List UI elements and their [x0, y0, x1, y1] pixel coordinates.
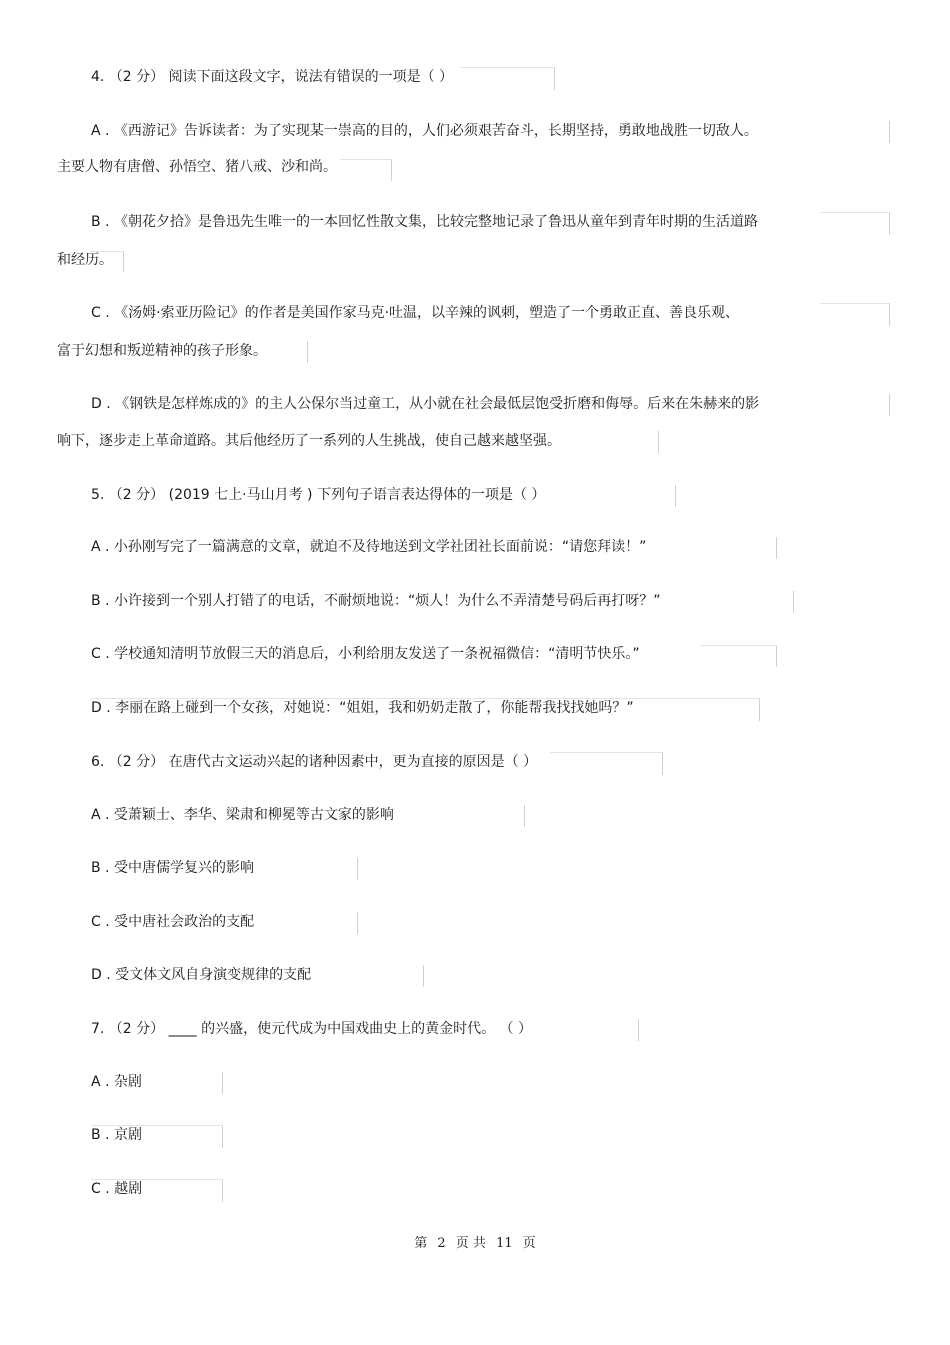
q4-option-d-line2: 响下，逐步走上革命道路。其后他经历了一系列的人生挑战，使自己越来越坚强。: [57, 433, 561, 449]
page-footer: [0, 1234, 950, 1254]
q5-option-c-box: [700, 645, 777, 667]
q4-option-c-box: [820, 303, 890, 326]
q4-option-d-box: [820, 394, 890, 416]
q4-option-a-box: [91, 121, 890, 143]
q4-option-d-tail-box: [620, 431, 659, 453]
q4-option-b-tail-box: [90, 251, 124, 272]
q6-option-b-box: [320, 858, 358, 880]
q7-option-c-box: [91, 1179, 223, 1202]
footer-prefix: 第: [414, 1236, 428, 1251]
q4-option-b-line2: 和经历。: [57, 252, 113, 268]
q5-option-c: C . 学校通知清明节放假三天的消息后，小利给朋友发送了一条祝福微信：“清明节快乐。”: [91, 646, 640, 662]
q5-option-d: D . 李丽在路上碰到一个女孩，对她说：“姐姐，我和奶奶走散了，你能帮我找找她吗？”: [91, 700, 634, 716]
q6-option-d-box: [380, 965, 424, 987]
q7-option-a: A . 杂剧: [91, 1074, 142, 1090]
q5-option-a: A . 小孙刚写完了一篇满意的文章，就迫不及待地送到文学社团社长面前说：“请您拜读！”: [91, 539, 647, 555]
q4-option-b-line1: B . 《朝花夕拾》是鲁迅先生唯一的一本回忆性散文集，比较完整地记录了鲁迅从童年到青年时期的生活道路: [91, 214, 758, 230]
footer-mid: 页 共: [455, 1236, 486, 1251]
q4-option-a-line1: A . 《西游记》告诉读者：为了实现某一崇高的目的，人们必须艰苦奋斗，长期坚持，勇敢地战胜一切敌人。: [91, 123, 758, 139]
q5-option-d-box: [91, 698, 760, 721]
q5-option-b: B . 小许接到一个别人打错了的电话，不耐烦地说：“烦人！为什么不弄清楚号码后再打呀？”: [91, 593, 661, 609]
q4-option-c-line2: 富于幻想和叛逆精神的孩子形象。: [57, 343, 267, 359]
q6-option-c: C . 受中唐社会政治的支配: [91, 914, 255, 930]
q6-option-a: A . 受萧颖士、李华、梁肃和柳冕等古文家的影响: [91, 807, 394, 823]
footer-total-pages: 11: [496, 1236, 513, 1251]
q6-answer-box: [550, 752, 663, 775]
q4-option-c-line1: C . 《汤姆·索亚历险记》的作者是美国作家马克·吐温，以辛辣的讽刺，塑造了一个勇敢正直、善良乐观、: [91, 305, 740, 321]
q5-answer-box: [640, 485, 676, 507]
footer-suffix: 页: [522, 1236, 536, 1251]
q5-stem: 5. （2 分） (2019 七上·马山月考 ) 下列句子语言表达得体的一项是（ ）: [91, 487, 546, 503]
q7-stem: 7. （2 分） ____ 的兴盛，使元代成为中国戏曲史上的黄金时代。 （ ）: [91, 1021, 532, 1037]
q4-option-d-line1: D . 《钢铁是怎样炼成的》的主人公保尔当过童工，从小就在社会最低层饱受折磨和侮辱。后来在朱赫来的影: [91, 396, 760, 412]
q4-option-a-tail-box: [340, 159, 392, 181]
footer-current-page: 2: [437, 1236, 446, 1251]
q6-option-b: B . 受中唐儒学复兴的影响: [91, 860, 254, 876]
q7-option-c: C . 越剧: [91, 1181, 143, 1197]
q6-stem: 6. （2 分） 在唐代古文运动兴起的诸种因素中，更为直接的原因是（ ）: [91, 754, 538, 770]
q7-option-b: B . 京剧: [91, 1127, 142, 1143]
q7-option-b-box: [91, 1125, 223, 1148]
q4-stem: 4. （2 分） 阅读下面这段文字，说法有错误的一项是（ ）: [91, 69, 454, 85]
q5-option-a-box: [730, 537, 777, 559]
q7-answer-box: [600, 1019, 639, 1041]
q6-option-c-box: [320, 912, 358, 934]
q4-option-c-tail-box: [280, 341, 308, 363]
q6-option-d: D . 受文体文风自身演变规律的支配: [91, 967, 312, 983]
q7-option-a-box: [180, 1072, 223, 1094]
q4-option-a-line2: 主要人物有唐僧、孙悟空、猪八戒、沙和尚。: [57, 159, 337, 175]
q5-option-b-box: [750, 591, 794, 613]
q4-answer-box: [460, 67, 555, 90]
q6-option-a-box: [480, 805, 525, 827]
q4-option-b-box: [820, 212, 890, 235]
